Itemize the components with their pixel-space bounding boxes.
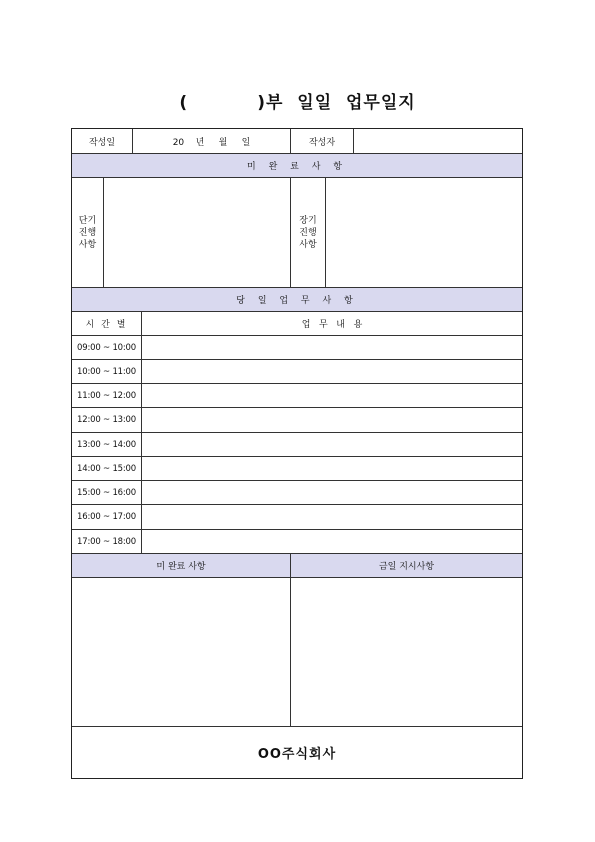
time-slot-row bbox=[72, 505, 522, 530]
instructions-field[interactable] bbox=[291, 578, 522, 726]
incomplete-band-title: 미 완 료 사 항 bbox=[247, 162, 347, 172]
time-slot-content[interactable] bbox=[142, 530, 522, 553]
time-slot-content[interactable] bbox=[142, 360, 522, 383]
long-term-content[interactable] bbox=[326, 178, 522, 287]
work-log-form bbox=[71, 128, 523, 779]
company-name: OO주식회사 bbox=[257, 747, 337, 762]
time-slot-label: 13:00 ~ 14:00 bbox=[72, 433, 142, 456]
time-slot-row bbox=[72, 481, 522, 505]
daily-header-row bbox=[72, 312, 522, 336]
progress-row bbox=[72, 178, 522, 288]
date-field[interactable]: 20 년 월 일 bbox=[133, 129, 291, 153]
short-term-label-line-3: 사항 bbox=[78, 239, 97, 250]
time-slot-label: 17:00 ~ 18:00 bbox=[72, 530, 142, 553]
incomplete-notes-field[interactable] bbox=[72, 578, 291, 726]
time-slot-content[interactable] bbox=[142, 481, 522, 504]
time-slot-label: 10:00 ~ 11:00 bbox=[72, 360, 142, 383]
author-label: 작성자 bbox=[291, 129, 354, 153]
bottom-content-row bbox=[72, 578, 522, 727]
short-term-label bbox=[72, 178, 104, 287]
time-slot-row bbox=[72, 433, 522, 457]
short-term-label-line-2: 진행 bbox=[78, 227, 97, 238]
time-slot-label: 16:00 ~ 17:00 bbox=[72, 505, 142, 529]
time-slot-label: 14:00 ~ 15:00 bbox=[72, 457, 142, 480]
footer-row bbox=[72, 727, 522, 778]
long-term-label-line-2: 진행 bbox=[299, 227, 317, 238]
time-header: 시 간 별 bbox=[72, 312, 142, 335]
time-slot-row bbox=[72, 408, 522, 433]
short-term-content[interactable] bbox=[104, 178, 291, 287]
time-slot-content[interactable] bbox=[142, 457, 522, 480]
time-slot-label: 11:00 ~ 12:00 bbox=[72, 384, 142, 407]
content-header: 업 무 내 용 bbox=[301, 320, 363, 330]
short-term-label-line-1: 단기 bbox=[78, 215, 97, 226]
bottom-band bbox=[72, 554, 522, 578]
daily-band bbox=[72, 288, 522, 312]
time-slot-row bbox=[72, 457, 522, 481]
long-term-label bbox=[291, 178, 326, 287]
author-field[interactable] bbox=[354, 129, 522, 153]
incomplete-band bbox=[72, 154, 522, 178]
time-slot-label: 15:00 ~ 16:00 bbox=[72, 481, 142, 504]
time-slot-row bbox=[72, 360, 522, 384]
document-title: ( )부 일일 업무일지 bbox=[179, 93, 416, 113]
bottom-right-title: 금일 지시사항 bbox=[378, 562, 435, 572]
long-term-label-line-1: 장기 bbox=[299, 215, 317, 226]
time-slot-content[interactable] bbox=[142, 433, 522, 456]
long-term-label-line-3: 사항 bbox=[299, 239, 317, 250]
time-slot-row bbox=[72, 336, 522, 360]
header-row bbox=[72, 129, 522, 154]
time-slot-content[interactable] bbox=[142, 336, 522, 359]
daily-band-title: 당 일 업 무 사 항 bbox=[236, 296, 358, 306]
time-slot-label: 12:00 ~ 13:00 bbox=[72, 408, 142, 432]
time-slot-row bbox=[72, 384, 522, 408]
time-slot-content[interactable] bbox=[142, 384, 522, 407]
time-slot-row bbox=[72, 530, 522, 554]
time-slot-content[interactable] bbox=[142, 505, 522, 529]
time-slot-label: 09:00 ~ 10:00 bbox=[72, 336, 142, 359]
time-slot-content[interactable] bbox=[142, 408, 522, 432]
bottom-left-title: 미 완료 사항 bbox=[72, 554, 291, 577]
date-label: 작성일 bbox=[72, 129, 133, 153]
